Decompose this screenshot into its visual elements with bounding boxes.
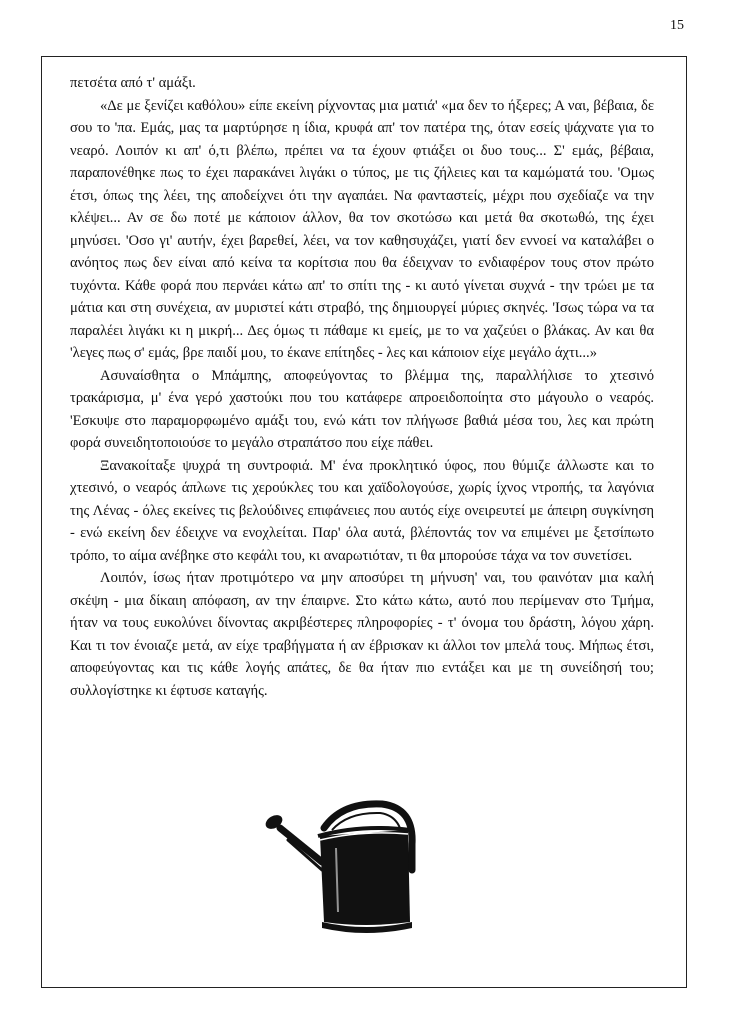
paragraph-1: πετσέτα από τ' αμάξι. [70,75,196,91]
paragraph-3: Ασυναίσθητα ο Μπάμπης, αποφεύγοντας το βλέμμα της, παραλλήλισε το χτεσινό τρακάρισμα, μ' ένα γερό χαστούκι που του κατάφερε απροειδοποίητα στο μάγουλο ο νεαρός. 'Εσκυψε στο παραμορφωμένο αμάξι του, ενώ κάτι τον πλήγωσε βαθιά μέσα του, λες και πρώτη φορά συνειδητοποιούσε το μεγάλο στραπάτσο που είχε πάθει. [70,367,654,451]
paragraph-5: Λοιπόν, ίσως ήταν προτιμότερο να μην αποσύρει τη μήνυση' ναι, του φαινόταν μια καλή σκέψη - μια δίκαιη απόφαση, αν την έπαιρνε. Στο κάτω κάτω, αυτό που περίμεναν στο Τμήμα, ήταν να τους ευκολύνει δίνοντας ακριβέστερες πληροφορίες - τ' όνομα του δράστη, λόγου χάρη. Και τι τον ένοιαζε μετά, αν είχε τραβήγματα ή αν έβρισκαν κι άλλοι τον μπελά τους. Μήπως έτσι, αποφεύγοντας και τις κάθε λογής απάτες, δε θα ήταν πιο εντάξει και με τη συνείδησή του; συλλογίστηκε κι έφτυσε καταγής. [70,570,654,699]
watering-can-icon [262,800,422,945]
page-number: 15 [670,18,684,33]
paragraph-4: Ξανακοίταξε ψυχρά τη συντροφιά. Μ' ένα προκλητικό ύφος, που θύμιζε άλλωστε και το χτεσινό, ο νεαρός άπλωνε τις χερούκλες του και χαϊδολογούσε, χωρίς ίχνος ντροπής, τα λαγόνια της Λένας - όλες εκείνες τις βελούδινες επιφάνειες που αυτός είχε ονειρευτεί με άπειρη συγκίνηση - ενώ εκείνη δεν έδειχνε να ενοχλείται. Παρ' όλα αυτά, βλέποντάς τον να επιμένει με ξετσίπωτο τρόπο, το αίμα ανέβηκε στο κεφάλι του, κι αναρωτιόταν, τι θα μπορούσε τάχα να τον συνετίσει. [70,457,654,564]
paragraph-2: «Δε με ξενίζει καθόλου» είπε εκείνη ρίχνοντας μια ματιά' «μα δεν το ήξερες; Α ναι, βέβαια, δε σου το 'πα. Εμάς, μας τα μαρτύρησε η ίδια, κρυφά απ' τον πατέρα της, όταν εσείς ψάχνατε για το νεαρό. Λοιπόν κι απ' ό,τι βλέπω, πρέπει να τα έχουν φτιάξει οι δυο τους... Σ' εμάς, βέβαια, παραπονέθηκε πως το έχει παρακάνει λιγάκι ο τύπος, με τις ζήλειες και τα καμώματά του. 'Ομως έτσι, όπως της λέει, της αποδείχνει ότι την αγαπάει. Να φανταστείς, μέχρι που σχεδίαζε να την κλέψει... Αν σε δω ποτέ με κάποιον άλλον, θα τον σκοτώσω και μετά θα σκοτωθώ, της έχει μηνύσει. 'Οσο γι' αυτήν, έχει βαρεθεί, λέει, να τον καθησυχάζει, γιατί δεν εννοεί να καταλάβει ο ανόητος πως δεν είναι από κείνα τα κορίτσια που θα έδειχναν το ενδιαφέρον τους στον πρώτο τυχόντα. Κάθε φορά που περνάει κάτω απ' το σπίτι της - κι αυτό γίνεται συχνά - την τρώει με τα μάτια και στη συνέχεια, αν μυριστεί κάτι στραβό, της δημιουργεί μύριες σκηνές. 'Ισως τώρα να τα παραλέει λιγάκι κι η μικρή... Δες όμως τι πάθαμε κι εμείς, με το να χαζεύει ο βλάκας. Αν και θα 'λεγες πως σ' εμάς, βρε παιδί μου, το έκανε επίτηδες - λες και κάποιον είχε μεγάλο άχτι...» [70,97,654,361]
story-text [70,72,654,702]
